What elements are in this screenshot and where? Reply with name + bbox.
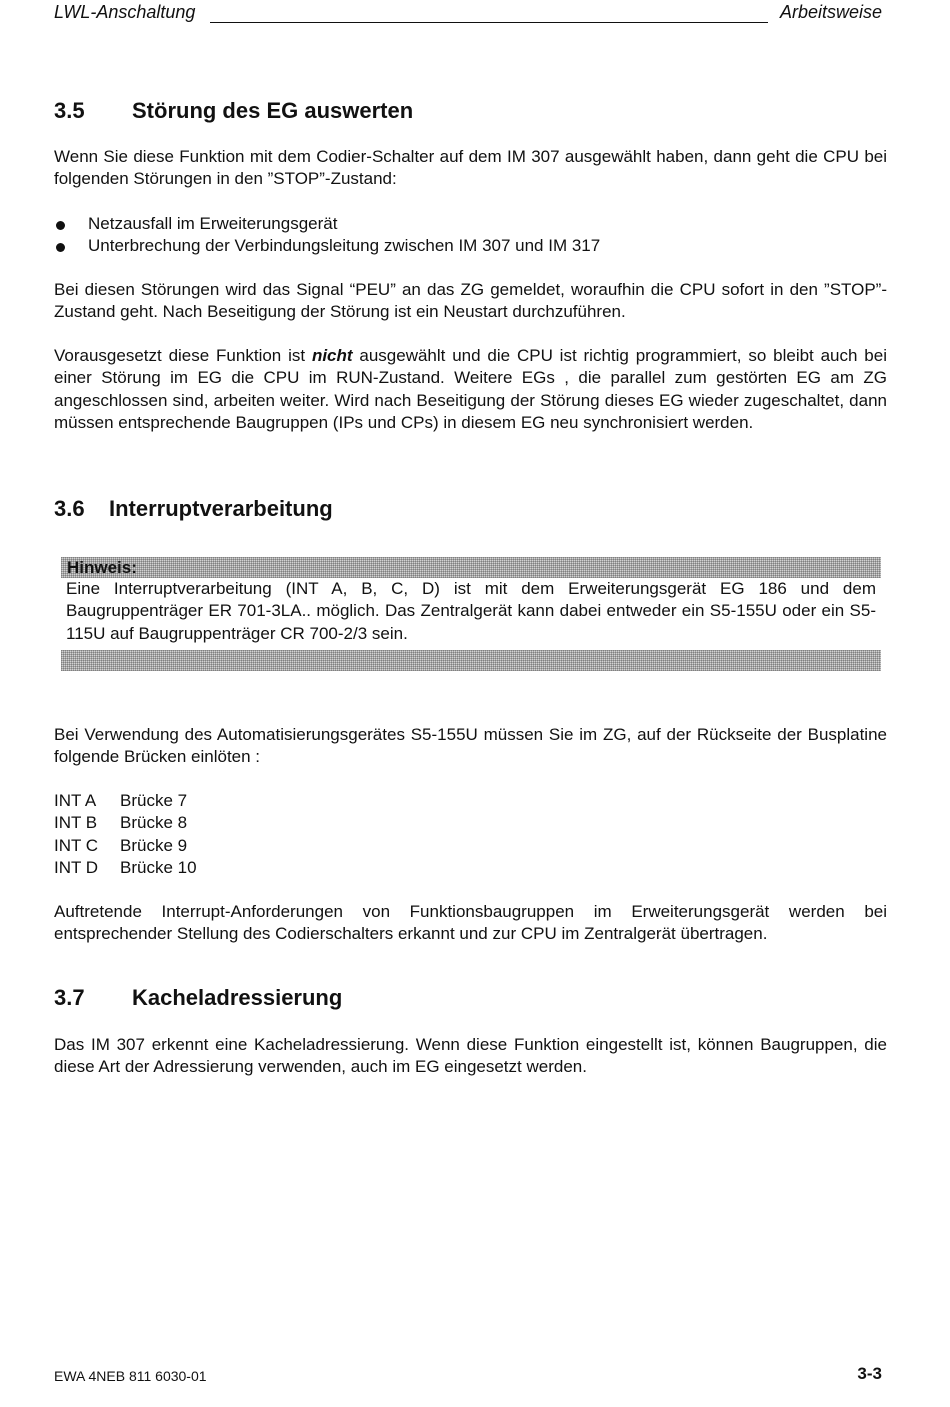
section-title: Störung des EG auswerten [132,98,414,123]
paragraph [54,345,887,434]
note-header-bar [61,557,881,578]
bridge-name: Brücke 10 [120,857,197,877]
interrupt-name: INT B [54,813,98,833]
document-number: EWA 4NEB 811 6030-01 [54,1368,207,1384]
header-rule [210,22,768,23]
paragraph: Das IM 307 erkennt eine Kacheladressierung. Wenn diese Funktion eingestellt ist, können Baugruppen, die diese Art der Adressierung verwenden, auch im EG eingesetzt werden. [54,1035,887,1077]
list-item [54,790,197,812]
list-item: Unterbrechung der Verbindungsleitung zwischen IM 307 und IM 317 [54,235,600,257]
bridge-name: Brücke 8 [120,813,188,833]
emphasis-text: nicht [311,346,353,365]
bullet-list [54,213,600,258]
interrupt-bridge-list [54,790,197,879]
interrupt-name: INT D [54,857,99,877]
note-label: Hinweis: [67,558,137,577]
paragraph: Auftretende Interrupt-Anforderungen von Funktionsbaugruppen im Erweiterungsgerät werden bei entsprechender Stellung des Codierschalters erkannt und zur CPU im Zentralgerät übertragen. [54,902,887,944]
paragraph: Wenn Sie diese Funktion mit dem Codier-Schalter auf dem IM 307 ausgewählt haben, dann geht die CPU bei folgenden Störungen in den ”STOP”-Zustand: [54,147,887,189]
section-heading-3-7 [54,985,342,1011]
section-number: 3.5 [54,98,85,123]
running-header-left: LWL-Anschaltung [54,2,196,22]
section-number: 3.6 [54,496,85,521]
list-item [54,812,197,834]
text-run: Vorausgesetzt diese Funktion ist [54,346,312,365]
list-item [54,835,197,857]
bridge-name: Brücke 7 [120,791,188,810]
section-heading-3-6 [54,496,333,522]
interrupt-name: INT C [54,835,99,855]
note-footer-bar [61,650,881,671]
note-text: Eine Interruptverarbeitung (INT A, B, C, D) ist mit dem Erweiterungsgerät EG 186 und dem Baugruppenträger ER 701-3LA.. möglich. Das Zentralgerät kann dabei entweder ein S5-155U oder ein S5- 115U auf Baugruppenträger CR 700-2/3 sein. [66,579,876,643]
text-run: ausgewählt und die CPU ist richtig programmiert, so bleibt auch bei einer Störung im EG die CPU im RUN-Zustand. Weitere EGs , die parallel zum gestörten EG am ZG angeschlossen sind, arbeiten weiter. Wird nach Beseitigung der Störung dieses EG wieder zugeschaltet, dann müssen entsprechende Baugruppen (IPs und CPs) in diesem EG neu synchronisiert werden. [54,346,887,432]
interrupt-name: INT A [54,791,97,810]
paragraph: Bei diesen Störungen wird das Signal “PEU” an das ZG gemeldet, woraufhin die CPU sofort in den ”STOP”-Zustand geht. Nach Beseitigung der Störung ist ein Neustart durchzuführen. [54,280,887,322]
paragraph: Bei Verwendung des Automatisierungsgerätes S5-155U müssen Sie im ZG, auf der Rückseite der Busplatine folgende Brücken einlöten : [54,725,887,767]
list-item: Netzausfall im Erweiterungsgerät [54,213,600,235]
section-number: 3.7 [54,985,85,1010]
bridge-name: Brücke 9 [120,835,188,855]
list-item [54,857,197,879]
running-header-right: Arbeitsweise [779,2,882,22]
page-number: 3-3 [857,1364,882,1383]
section-title: Kacheladressierung [132,985,343,1010]
section-title: Interruptverarbeitung [109,496,333,521]
section-heading-3-5 [54,98,413,124]
